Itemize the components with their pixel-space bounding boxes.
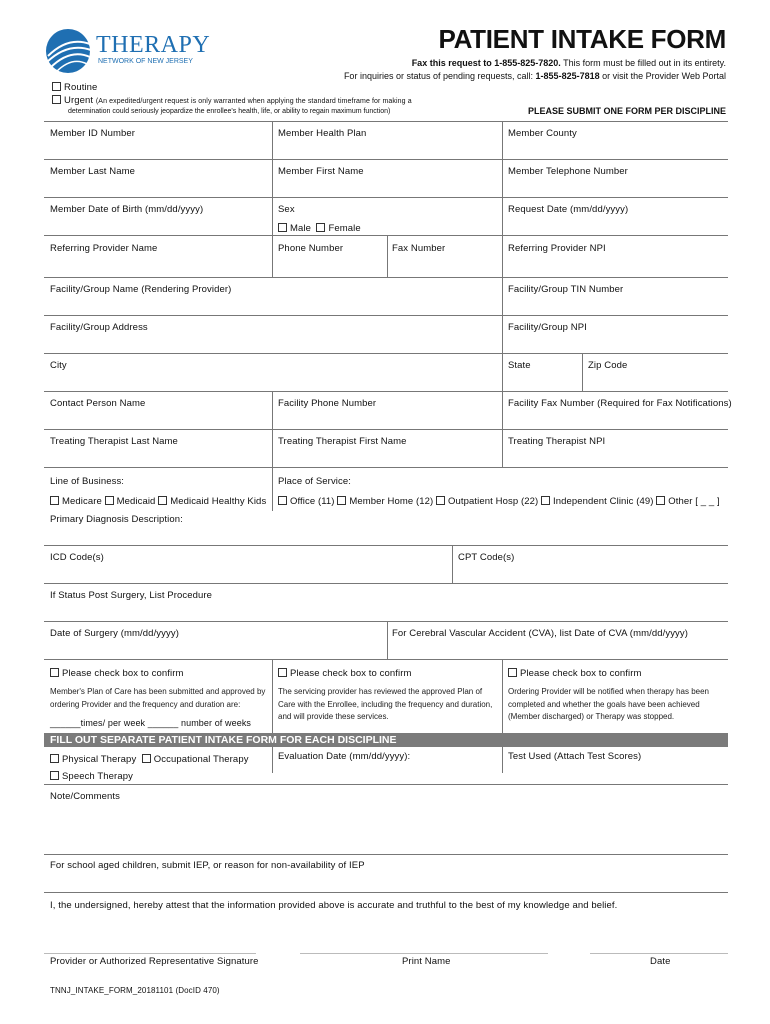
globe-logo-icon [42, 26, 94, 76]
pos-independent-clinic-label: Independent Clinic (49) [552, 496, 654, 507]
confirm-1-checkbox[interactable] [50, 668, 59, 677]
lob-medicare-label: Medicare [62, 496, 102, 507]
request-date-label: Request Date (mm/dd/yyyy) [508, 204, 629, 215]
therapist-last-label: Treating Therapist Last Name [50, 436, 178, 447]
pos-office[interactable] [278, 496, 335, 507]
confirm-2-checkbox[interactable] [278, 668, 287, 677]
comments-label: Note/Comments [50, 791, 120, 802]
inquiry-instructions [344, 71, 726, 81]
discipline-pt-checkbox[interactable] [50, 754, 59, 763]
surgery-date-label: Date of Surgery (mm/dd/yyyy) [50, 628, 179, 639]
fax-number-label: Fax Number [392, 243, 446, 254]
member-last-name-label: Member Last Name [50, 166, 136, 177]
sex-label: Sex [278, 204, 295, 215]
date-label: Date [650, 956, 671, 967]
logo [42, 26, 212, 76]
logo-name: THERAPY [96, 32, 211, 58]
female-option[interactable] [316, 223, 360, 234]
male-label: Male [290, 223, 311, 234]
member-dob-label: Member Date of Birth (mm/dd/yyyy) [50, 204, 204, 215]
urgent-label: Urgent [64, 95, 94, 106]
discipline-ot-label: Occupational Therapy [153, 754, 249, 765]
therapist-npi-label: Treating Therapist NPI [508, 436, 606, 447]
inquiry-post: or visit the Provider Web Portal [599, 71, 726, 81]
iep-label: For school aged children, submit IEP, or reason for non-availability of IEP [50, 860, 365, 871]
referring-provider-name-label: Referring Provider Name [50, 243, 158, 254]
pos-office-label: Office (11) [290, 496, 335, 507]
inquiry-pre: For inquiries or status of pending requests, call: [343, 71, 536, 81]
pos-member-home-label: Member Home (12) [349, 496, 434, 507]
discipline-band-text: FILL OUT SEPARATE PATIENT INTAKE FORM FOR EACH DISCIPLINE [50, 734, 397, 746]
confirm-2-label: Please check box to confirm [290, 668, 412, 679]
urgent-note-1: (An expedited/urgent request is only warranted when applying the standard timeframe for making a [95, 98, 412, 105]
routine-label: Routine [64, 82, 98, 93]
fax-rest: This form must be filled out in its entirety. [560, 58, 726, 68]
pos-outpatient[interactable] [436, 496, 538, 507]
therapist-first-label: Treating Therapist First Name [278, 436, 407, 447]
pos-other-checkbox[interactable] [656, 496, 665, 505]
lob-healthy-kids-checkbox[interactable] [158, 496, 167, 505]
pos-options [278, 496, 720, 507]
facility-name-label: Facility/Group Name (Rendering Provider) [50, 284, 232, 295]
inquiry-phone: 1-855-825-7818 [535, 71, 600, 81]
pos-outpatient-label: Outpatient Hosp (22) [448, 496, 539, 507]
pos-outpatient-checkbox[interactable] [436, 496, 445, 505]
discipline-st-label: Speech Therapy [62, 771, 133, 782]
member-phone-label: Member Telephone Number [508, 166, 628, 177]
confirm-3-text: Ordering Provider will be notified when therapy has been completed and whether the goals have been achieved (Member discharged) or Therapy was stopped. [508, 687, 710, 721]
discipline-options [50, 754, 249, 765]
facility-fax-label: Facility Fax Number (Required for Fax Notifications) [508, 398, 732, 409]
facility-address-label: Facility/Group Address [50, 322, 148, 333]
member-id-label: Member ID Number [50, 128, 136, 139]
pos-member-home[interactable] [337, 496, 433, 507]
confirm-2-text: The servicing provider has reviewed the approved Plan of Care with the Enrollee, including the frequency and duration, and will provide these services. [278, 687, 493, 721]
female-checkbox[interactable] [316, 223, 325, 232]
lob-options [50, 496, 266, 507]
pos-member-home-checkbox[interactable] [337, 496, 346, 505]
test-used-label: Test Used (Attach Test Scores) [508, 751, 642, 762]
cpt-label: CPT Code(s) [458, 552, 515, 563]
pos-office-checkbox[interactable] [278, 496, 287, 505]
lob-medicare-checkbox[interactable] [50, 496, 59, 505]
submit-note: PLEASE SUBMIT ONE FORM PER DISCIPLINE [527, 106, 726, 116]
icd-label: ICD Code(s) [50, 552, 104, 563]
pos-other[interactable] [656, 496, 719, 507]
discipline-st-checkbox[interactable] [50, 771, 59, 780]
place-of-service-label: Place of Service: [278, 476, 351, 487]
male-checkbox[interactable] [278, 223, 287, 232]
primary-dx-label: Primary Diagnosis Description: [50, 514, 183, 525]
lob-medicaid[interactable] [105, 496, 156, 507]
state-label: State [508, 360, 531, 371]
discipline-pt[interactable] [50, 754, 136, 765]
cva-label: For Cerebral Vascular Accident (CVA), list Date of CVA (mm/dd/yyyy) [392, 628, 689, 639]
confirm-2[interactable] [278, 668, 412, 679]
confirm-1-label: Please check box to confirm [62, 668, 184, 679]
lob-healthy-kids[interactable] [158, 496, 266, 507]
facility-tin-label: Facility/Group TIN Number [508, 284, 624, 295]
post-surgery-label: If Status Post Surgery, List Procedure [50, 590, 213, 601]
discipline-ot-checkbox[interactable] [142, 754, 151, 763]
fax-instructions [412, 58, 726, 68]
routine-option[interactable] [52, 82, 97, 93]
print-name-label: Print Name [402, 956, 451, 967]
confirm-1-text: Member's Plan of Care has been submitted and approved by ordering Provider and the frequency and duration are: [50, 687, 266, 709]
urgent-note-2: determination could seriously jeopardize the enrollee's health, life, or ability to regain maximum function) [68, 108, 391, 115]
discipline-st[interactable] [50, 771, 133, 782]
discipline-pt-label: Physical Therapy [62, 754, 137, 765]
attestation: I, the undersigned, hereby attest that the information provided above is accurate and truthful to the best of my knowledge and belief. [50, 900, 618, 911]
zip-label: Zip Code [588, 360, 628, 371]
line-of-business-label: Line of Business: [50, 476, 125, 487]
routine-checkbox[interactable] [52, 82, 61, 91]
phone-number-label: Phone Number [278, 243, 344, 254]
signature-label: Provider or Authorized Representative Signature [50, 956, 259, 967]
member-county-label: Member County [508, 128, 577, 139]
fax-number: Fax this request to 1-855-825-7820. [411, 58, 561, 68]
confirm-3[interactable] [508, 668, 642, 679]
lob-healthy-kids-label: Medicaid Healthy Kids [170, 496, 267, 507]
confirm-1[interactable] [50, 668, 184, 679]
pos-independent-clinic-checkbox[interactable] [541, 496, 550, 505]
lob-medicaid-checkbox[interactable] [105, 496, 114, 505]
facility-phone-label: Facility Phone Number [278, 398, 377, 409]
confirm-3-label: Please check box to confirm [520, 668, 642, 679]
discipline-band [44, 733, 728, 747]
member-first-name-label: Member First Name [278, 166, 364, 177]
pos-other-label: Other [ _ _ ] [668, 496, 720, 507]
lob-medicaid-label: Medicaid [116, 496, 156, 507]
facility-npi-label: Facility/Group NPI [508, 322, 587, 333]
page-title: PATIENT INTAKE FORM [438, 24, 726, 54]
confirm-1-frequency: ______times/ per week ______ number of weeks [50, 718, 252, 728]
discipline-ot[interactable] [142, 754, 249, 765]
female-label: Female [328, 223, 361, 234]
member-health-plan-label: Member Health Plan [278, 128, 367, 139]
city-label: City [50, 360, 67, 371]
eval-date-label: Evaluation Date (mm/dd/yyyy): [278, 751, 411, 762]
sex-options [278, 223, 361, 234]
urgent-option[interactable] [52, 95, 412, 106]
urgent-checkbox[interactable] [52, 95, 61, 104]
confirm-3-checkbox[interactable] [508, 668, 517, 677]
pos-independent-clinic[interactable] [541, 496, 654, 507]
male-option[interactable] [278, 223, 311, 234]
doc-id: TNNJ_INTAKE_FORM_20181101 (DocID 470) [50, 986, 220, 995]
referring-provider-npi-label: Referring Provider NPI [508, 243, 606, 254]
logo-subtitle: NETWORK OF NEW JERSEY [98, 58, 193, 65]
lob-medicare[interactable] [50, 496, 102, 507]
contact-person-label: Contact Person Name [50, 398, 146, 409]
